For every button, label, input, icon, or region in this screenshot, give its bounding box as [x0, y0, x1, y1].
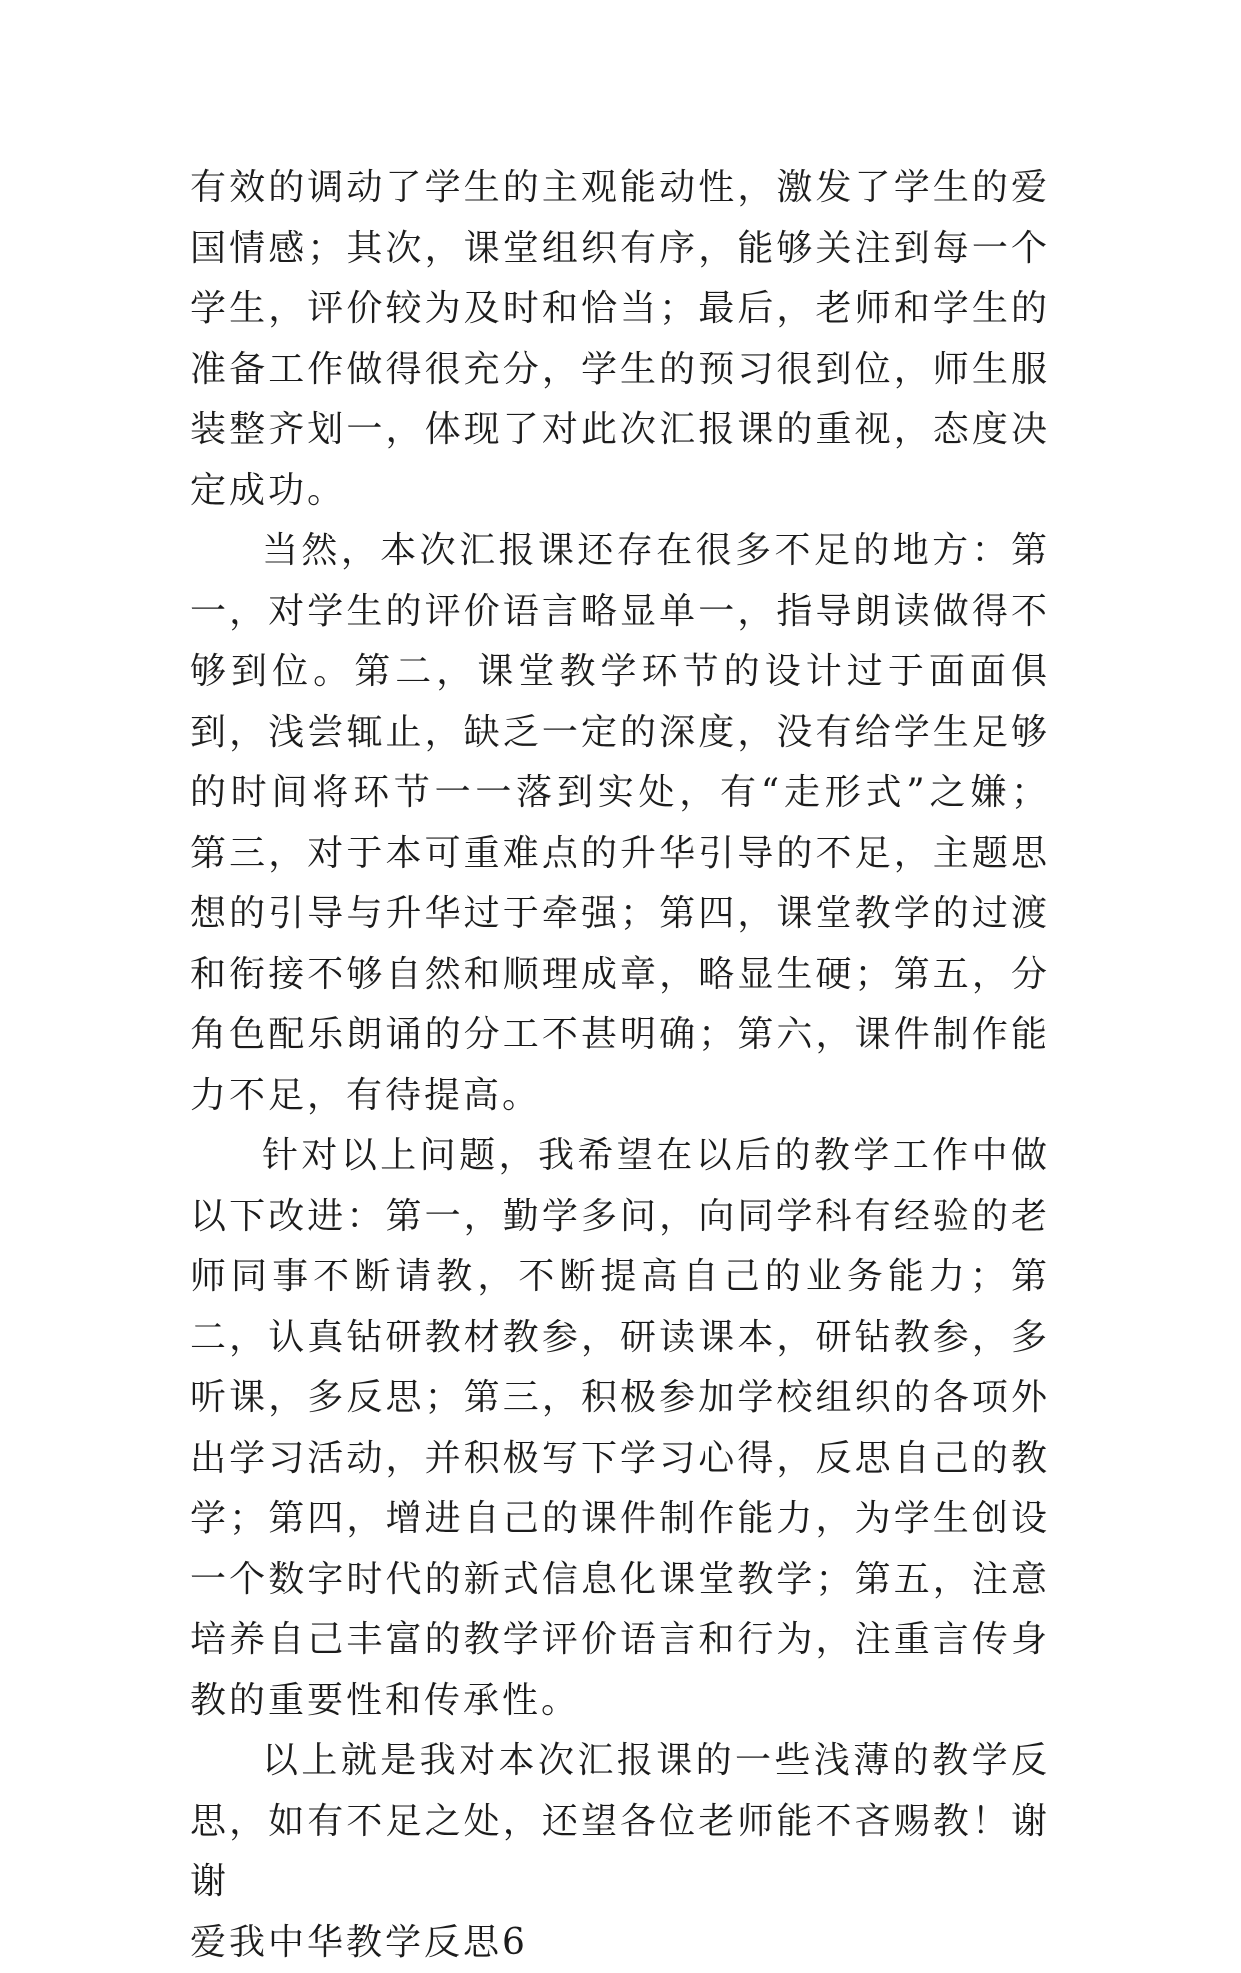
- paragraph-3: 针对以上问题，我希望在以后的教学工作中做以下改进：第一，勤学多问，向同学科有经验的老师同事不断请教，不断提高自己的业务能力；第二，认真钻研教材教参，研读课本，研钻教参，多听课，多反思；第三，积极参加学校组织的各项外出学习活动，并积极写下学习心得，反思自己的教学；第四，增进自己的课件制作能力，为学生创设一个数字时代的新式信息化课堂教学；第五，注意培养自己丰富的教学评价语言和行为，注重言传身教的重要性和传承性。: [190, 1135, 1050, 1721]
- paragraph-1: 有效的调动了学生的主观能动性，激发了学生的爱国情感；其次，课堂组织有序，能够关注到每一个学生，评价较为及时和恰当；最后，老师和学生的准备工作做得很充分，学生的预习很到位，师生服装整齐划一，体现了对此次汇报课的重视，态度决定成功。: [190, 167, 1050, 511]
- section-heading: 爱我中华教学反思6: [190, 1921, 528, 1963]
- paragraph-4: 以上就是我对本次汇报课的一些浅薄的教学反思，如有不足之处，还望各位老师能不吝赐教！谢谢: [190, 1740, 1050, 1902]
- paragraph-2: 当然，本次汇报课还存在很多不足的地方：第一，对学生的评价语言略显单一，指导朗读做得不够到位。第二，课堂教学环节的设计过于面面俱到，浅尝辄止，缺乏一定的深度，没有给学生足够的时间将环节一一落到实处，有“走形式”之嫌；第三，对于本可重难点的升华引导的不足，主题思想的引导与升华过于牵强；第四，课堂教学的过渡和衔接不够自然和顺理成章，略显生硬；第五，分角色配乐朗诵的分工不甚明确；第六，课件制作能力不足，有待提高。: [190, 530, 1050, 1116]
- document-body: [190, 158, 1050, 1973]
